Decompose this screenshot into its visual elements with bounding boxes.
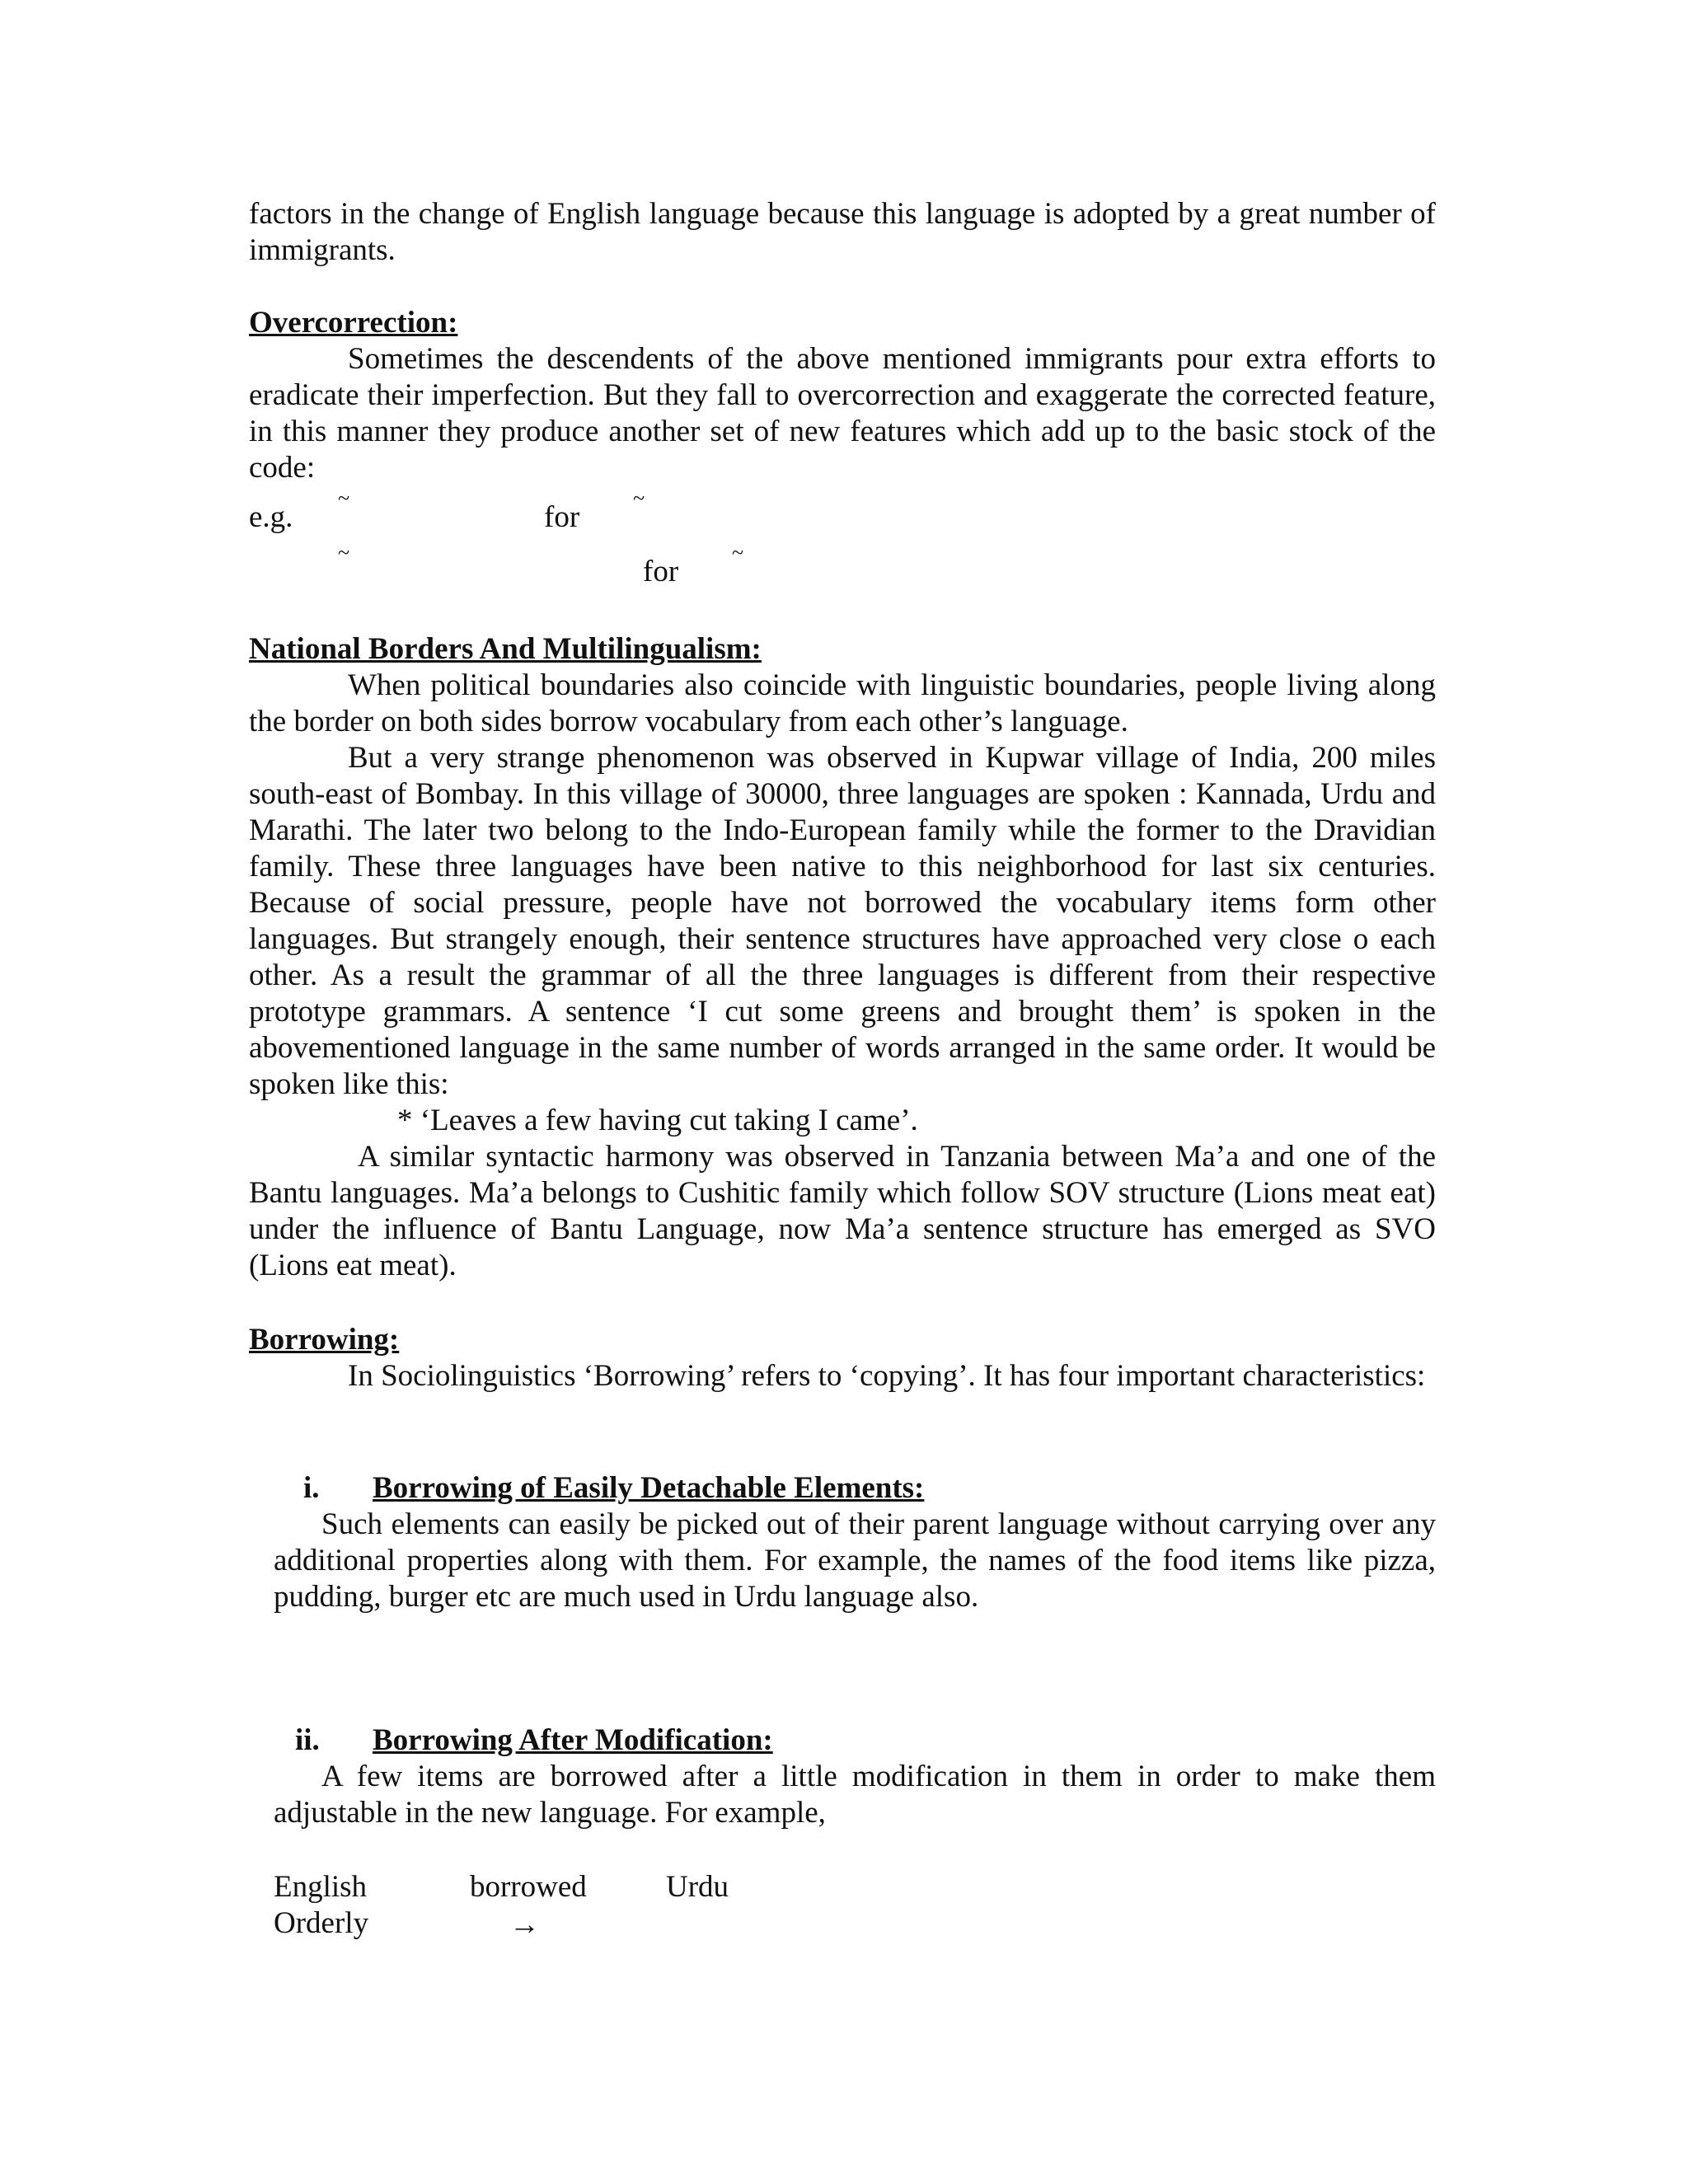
national-borders-paragraph-1: When political boundaries also coincide with linguistic boundaries, people living along the border on both sides borrow vocabulary from each other’s language. [249,668,1436,738]
example-for-1: for [544,500,580,534]
national-borders-paragraph-2: But a very strange phenomenon was observed in Kupwar village of India, 200 miles south-east of Bombay. In this village of 30000, three languages are spoken : Kannada, Urdu and Marathi. The later two belong to the Indo-European family while the former to the Dravidian family. These three languages have been native to this neighborhood for last six centuries. Because of social pressure, people have not borrowed the vocabulary items form other languages. But strangely enough, their sentence structures have approached very close o each other. As a result the grammar of all the three languages is different from their respective prototype grammars. A sentence ‘I cut some greens and brought them’ is spoken in the abovementioned language in the same number of words arranged in the same order. It would be spoken like this: [249,741,1436,1101]
example-label: e.g. [249,500,293,534]
overcorrection-section [249,305,1436,486]
borrowing-section [249,1322,1436,1394]
item-text: A few items are borrowed after a little modification in them in order to make them adjustable in the new language. For example, [274,1760,1436,1830]
item-number: ii. [295,1723,320,1757]
intro-paragraph-container [249,196,1436,269]
national-borders-paragraph-3: A similar syntactic harmony was observed in Tanzania between Ma’a and one of the Bantu languages. Ma’a belongs to Cushitic family which follow SOV structure (Lions meat eat) under the influence of Bantu Language, now Ma’a sentence structure has emerged as SVO (Lions eat meat). [249,1140,1436,1282]
arrow-icon: → [509,1908,540,1942]
table-header: borrowed [470,1870,587,1904]
borrowing-item-1-body [274,1507,1436,1615]
example-for-2: for [643,555,679,588]
national-borders-section [249,631,1436,1284]
borrowing-paragraph: In Sociolinguistics ‘Borrowing’ refers to ‘copying’. It has four important characteristics: [348,1359,1426,1393]
overcorrection-paragraph: Sometimes the descendents of the above mentioned immigrants pour extra efforts to eradicate their imperfection. But they fall to overcorrection and exaggerate the corrected feature, in this manner they produce another set of new features which add up to the basic stock of the code: [249,342,1436,485]
table-header: Urdu [666,1870,729,1904]
intro-paragraph: factors in the change of English language because this language is adopted by a great number of immigrants. [249,197,1436,267]
tilde-mark: ~ [732,541,744,565]
table-header: English [274,1870,368,1904]
tilde-mark: ~ [338,486,350,510]
national-borders-heading: National Borders And Multilingualism: [249,632,762,666]
overcorrection-heading: Overcorrection: [249,306,458,340]
item-text: Such elements can easily be picked out of their parent language without carrying over any additional properties along with them. For example, the names of the food items like pizza, pudding, burger etc are much used in Urdu language also. [274,1507,1436,1614]
borrowing-item-2-body [274,1759,1436,1831]
item-title: Borrowing After Modification: [373,1723,773,1757]
tilde-mark: ~ [633,486,645,510]
table-cell: Orderly [274,1906,369,1940]
item-title: Borrowing of Easily Detachable Elements: [373,1471,925,1505]
tilde-mark: ~ [338,541,350,565]
national-borders-example: * ‘Leaves a few having cut taking I came’. [397,1104,918,1137]
borrowing-heading: Borrowing: [249,1323,400,1357]
item-number: i. [303,1471,320,1505]
